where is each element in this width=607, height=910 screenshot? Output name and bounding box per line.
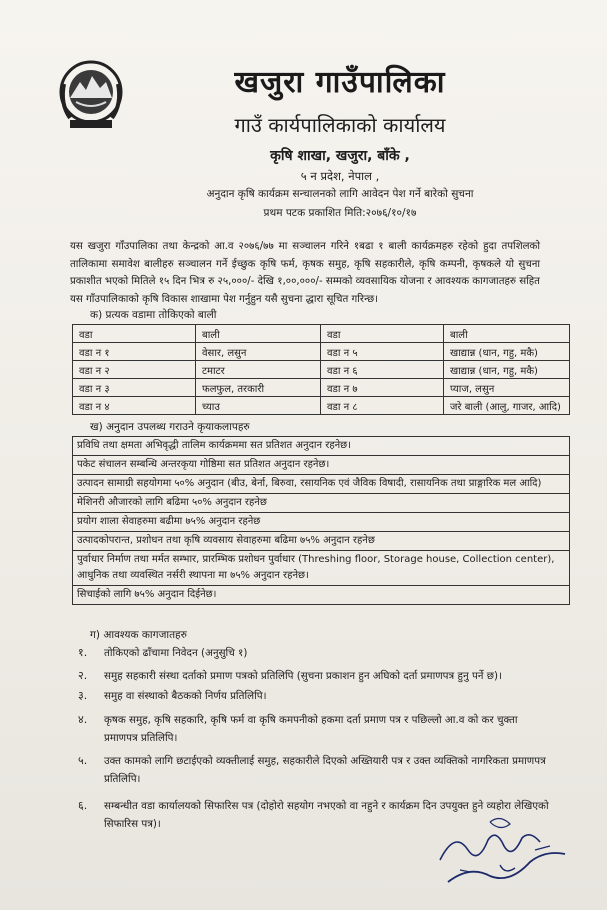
table-cell: च्याउ xyxy=(196,397,321,415)
publish-date: प्रथम पटक प्रकाशित मिति:२०७६/१०/१७ xyxy=(263,207,417,219)
list-item-number: ३. xyxy=(78,689,88,702)
table-cell: वडा न ३ xyxy=(73,379,196,397)
table-row xyxy=(73,379,570,397)
signature-icon xyxy=(430,810,580,890)
list-item: तोकिएको ढाँचामा निवेदन (अनुसुचि १) xyxy=(104,647,248,659)
subsidy-activities-table xyxy=(72,436,570,605)
province-address: ५ न प्रदेश, नेपाल , xyxy=(300,169,380,183)
list-item-number: ४. xyxy=(78,713,88,726)
list-item: कृषक समुह, कृषि सहकारि, कृषि फर्म वा कृषि कमपनीको हकमा दर्ता प्रमाण पत्र र पछिल्लो आ.व को कर चुक्ता प्रमाणपत्र प्रतिलिपि। xyxy=(104,714,518,744)
table-cell: वडा न १ xyxy=(73,343,196,361)
table-cell: टमाटर xyxy=(196,361,321,379)
list-item-number: १. xyxy=(78,646,88,659)
table-cell: वडा न ७ xyxy=(321,379,444,397)
table-row xyxy=(73,475,570,494)
column-header: बाली xyxy=(444,325,570,343)
column-header: वडा xyxy=(73,325,196,343)
page-title: खजुरा गाउँपालिका xyxy=(234,65,446,100)
table-cell: पुर्वाधार निर्माण तथा मर्मत सम्भार, प्रारम्भिक प्रशोधन पुर्वाधार (Threshing floor, Storage house, Collection center), आधुनिक तथा व्यवस्थित नर्सरी स्थापना मा ७५% अनुदान रहनेछ। xyxy=(73,551,570,586)
section-c-heading: ग) आवश्यक कागजातहरु xyxy=(90,629,187,641)
table-row xyxy=(73,532,570,551)
table-cell: खाद्यान्न (धान, गहु, मकै) xyxy=(444,361,570,379)
intro-paragraph: यस खजुरा गाँउपालिका तथा केन्द्रको आ.व २०७६/७७ मा सञ्चालन गरिने १बढा १ बाली कार्यक्रमहरु रहेको हुदा तपशिलको तालिकामा समावेश बालीहरु सञ्चालन गर्ने ईच्छुक कृषि फर्म, कृषक समुह, कृषि सहकारीले, कृषि कम्पनी, कृषकले यो सुचना प्रकाशीत भएको मितिले १५ दिन भित्र रु २५,०००/- देखि १,००,०००/- सम्मको व्यवसायिक योजना र आवश्यक कागजातहरु सहित यस गाँउपालिकाको कृषि विकास शाखामा पेश गर्नुहुन यसै सुचना द्धारा सूचित गरिन्छ। xyxy=(70,241,540,305)
table-cell: प्रविधि तथा क्षमता अभिवृद्धी तालिम कार्यक्रममा सत प्रतिशत अनुदान रहनेछ। xyxy=(73,437,570,456)
column-header: बाली xyxy=(196,325,321,343)
column-header: वडा xyxy=(321,325,444,343)
section-b-heading: ख) अनुदान उपलब्ध गराउने कृयाकलापहरु xyxy=(90,421,250,433)
table-cell: मेशिनरी औजारको लागि बढिमा ५०% अनुदान रहनेछ xyxy=(73,494,570,513)
table-cell: वडा न ४ xyxy=(73,397,196,415)
table-cell: वडा न ५ xyxy=(321,343,444,361)
table-cell: उत्पादकोपरान्त, प्रशोधन तथा कृषि व्यवसाय सेवाहरुमा बढिमा ७५% अनुदान रहनेछ xyxy=(73,532,570,551)
list-item: सम्बन्धीत वडा कार्यालयको सिफारिस पत्र (दोहोरो सहयोग नभएको वा नहुने र कार्यक्रम दिन उपयुक्त हुने व्यहोरा लेखिएको सिफारिस पत्र)। xyxy=(104,800,549,830)
table-cell: फलफुल, तरकारी xyxy=(196,379,321,397)
table-cell: पकेट संचालन सम्बन्धि अन्तरकृया गोष्ठिमा सत प्रतिशत अनुदान रहनेछ। xyxy=(73,456,570,475)
notice-title: अनुदान कृषि कार्यक्रम सन्चालनको लागि आवेदन पेश गर्ने बारेको सुचना xyxy=(206,188,474,200)
table-cell: वडा न ८ xyxy=(321,397,444,415)
table-cell: सिचाईको लागि ७५% अनुदान दिईनेछ। xyxy=(73,586,570,605)
list-item: समुह वा संस्थाको बैठकको निर्णय प्रतिलिपि। xyxy=(104,690,267,702)
table-cell: वडा न ६ xyxy=(321,361,444,379)
list-item-number: २. xyxy=(78,669,88,682)
table-cell: वेसार, लसुन xyxy=(196,343,321,361)
list-item: समुह सहकारी संस्था दर्ताको प्रमाण पत्रको प्रतिलिपि (सुचना प्रकाशन हुन अघिको दर्ता प्रमाणपत्र हुनु पर्ने छ)। xyxy=(104,670,502,682)
list-item-number: ६. xyxy=(78,799,88,812)
branch-address: कृषि शाखा, खजुरा, बाँके , xyxy=(270,148,410,164)
table-row xyxy=(73,513,570,532)
table-cell: उत्पादन सामाग्री सहयोगमा ५०% अनुदान (बीउ, बेर्ना, बिरुवा, रसायनिक एवं जैविक विषादी, रासायनिक तथा प्राङ्गारिक मल आदि) xyxy=(73,475,570,494)
table-row xyxy=(73,551,570,586)
table-cell: प्रयोग शाला सेवाहरुमा बढीमा ७५% अनुदान रहनेछ xyxy=(73,513,570,532)
table-cell: खाद्यान्न (धान, गहु, मकै) xyxy=(444,343,570,361)
table-row xyxy=(73,437,570,456)
section-a-heading: क) प्रत्यक वडामा तोकिएको बाली xyxy=(90,309,217,321)
office-name: गाउँ कार्यपालिकाको कार्यालय xyxy=(234,113,446,137)
table-row xyxy=(73,397,570,415)
list-item: उक्त कामको लागि छटाईएको व्यक्तीलाई समुह, सहकारीले दिएको अख्तियारी पत्र र उक्त व्यक्तिको नागरिकता प्रमाणपत्र प्रतिलिपि। xyxy=(104,755,546,785)
table-row xyxy=(73,361,570,379)
table-row xyxy=(73,343,570,361)
table-row xyxy=(73,494,570,513)
table-cell: वडा न २ xyxy=(73,361,196,379)
table-cell: जरे बाली (आलु, गाजर, आदि) xyxy=(444,397,570,415)
table-cell: प्याज, लसुन xyxy=(444,379,570,397)
crop-table xyxy=(72,324,570,415)
list-item-number: ५. xyxy=(78,754,88,767)
table-header-row xyxy=(73,325,570,343)
table-row xyxy=(73,456,570,475)
table-row xyxy=(73,586,570,605)
